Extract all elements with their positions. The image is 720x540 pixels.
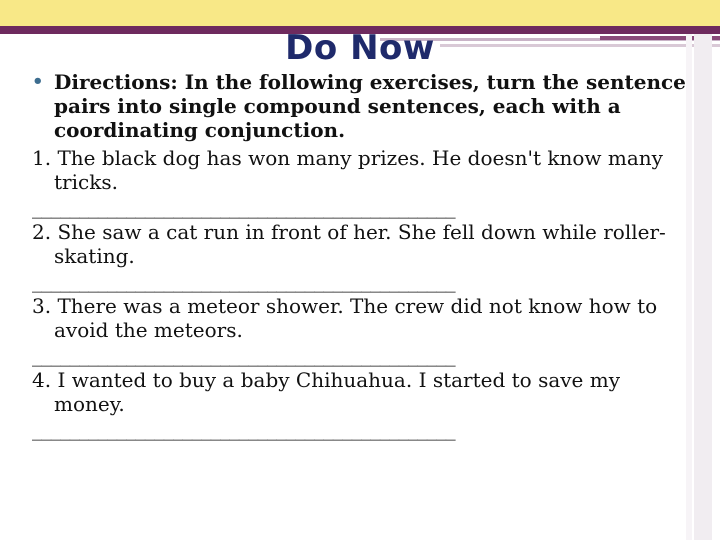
exercise-item-1: 1. The black dog has won many prizes. He doesn't know many tricks. xyxy=(32,146,663,194)
right-decorative-pillar xyxy=(694,34,712,540)
bullet-icon: • xyxy=(32,71,44,92)
slide-content xyxy=(32,70,690,442)
top-decorative-band xyxy=(0,0,720,26)
exercise-item-3: 3. There was a meteor shower. The crew did not know how to avoid the meteors. xyxy=(32,294,658,342)
answer-line-2: _____________________________________________ xyxy=(32,269,456,293)
slide-title: Do Now xyxy=(285,28,435,68)
directions-text: Directions: In the following exercises, turn the sentence pairs into single compound sentences, each with a coordinating conjunction. xyxy=(54,70,686,142)
directions-paragraph xyxy=(32,70,690,142)
exercise-item-2: 2. She saw a cat run in front of her. She fell down while roller-skating. xyxy=(32,220,666,268)
exercise-item-4: 4. I wanted to buy a baby Chihuahua. I started to save my money. xyxy=(32,368,621,416)
answer-line-3: _____________________________________________ xyxy=(32,343,456,367)
answer-line-1: _____________________________________________ xyxy=(32,195,456,219)
answer-line-4: _____________________________________________ xyxy=(32,417,456,441)
